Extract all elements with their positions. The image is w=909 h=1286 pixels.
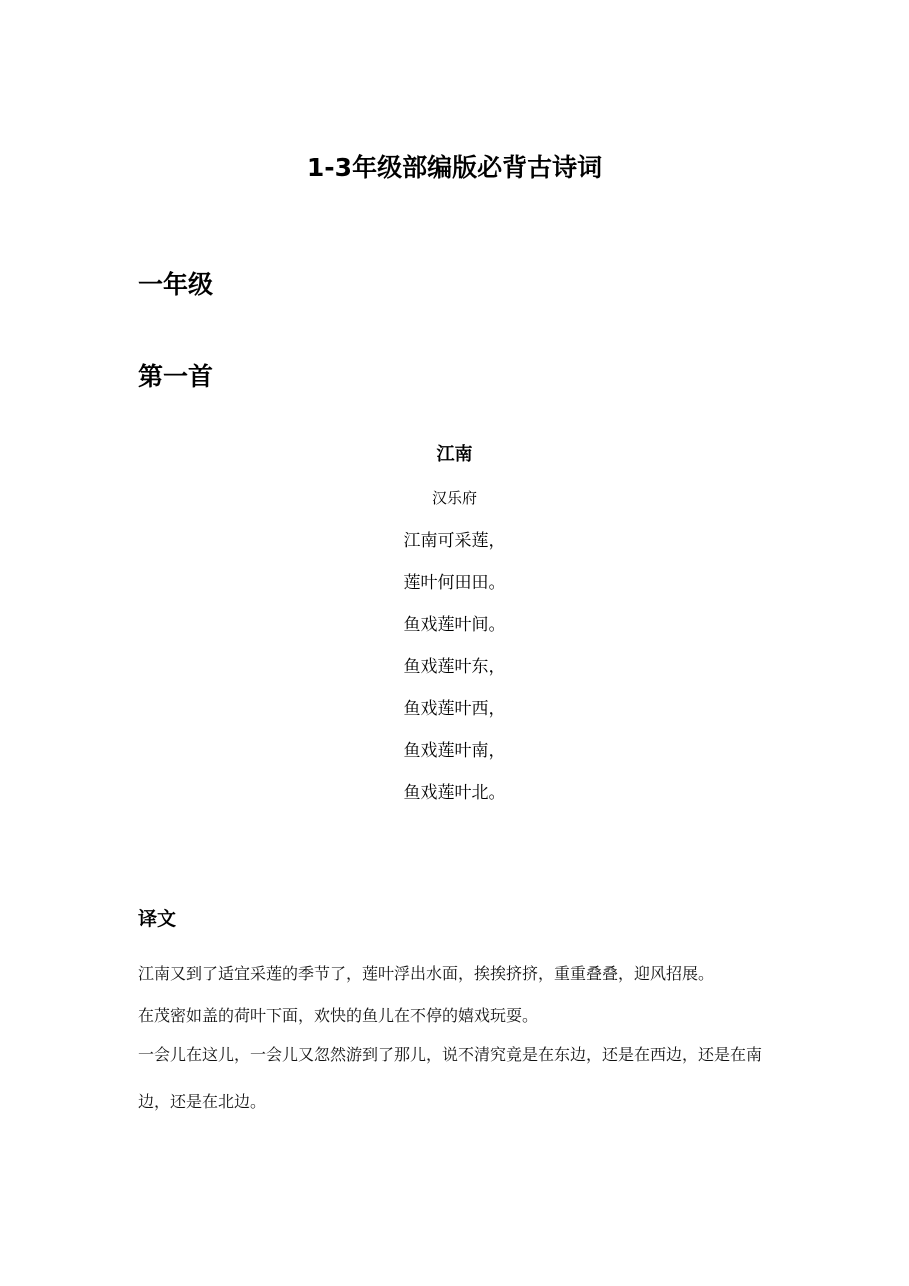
translation-heading: 译文 <box>138 908 177 930</box>
poem-number-heading: 第一首 <box>138 362 214 391</box>
document-title: 1-3年级部编版必背古诗词 <box>306 153 603 182</box>
poem-line: 鱼戏莲叶北。 <box>403 783 506 803</box>
translation-body <box>138 950 778 1125</box>
poem-line: 莲叶何田田。 <box>403 573 506 593</box>
poem-title: 江南 <box>436 444 473 465</box>
poem-line: 鱼戏莲叶南， <box>403 741 506 761</box>
poem-lines <box>0 526 909 820</box>
poem-line: 鱼戏莲叶间。 <box>403 615 506 635</box>
grade-heading: 一年级 <box>138 270 214 299</box>
poem-author: 汉乐府 <box>431 489 477 507</box>
poem-line: 鱼戏莲叶西， <box>403 699 506 719</box>
poem-line: 江南可采莲， <box>403 531 506 551</box>
poem-line: 鱼戏莲叶东， <box>403 657 506 677</box>
translation-paragraph: 在茂密如盖的荷叶下面，欢快的鱼儿在不停的嬉戏玩耍。 <box>138 1006 539 1025</box>
translation-paragraph: 江南又到了适宜采莲的季节了，莲叶浮出水面，挨挨挤挤，重重叠叠，迎风招展。 <box>138 964 715 983</box>
translation-paragraph: 一会儿在这儿，一会儿又忽然游到了那儿，说不清究竟是在东边，还是在西边，还是在南边，还是在北边。 <box>138 1045 763 1111</box>
